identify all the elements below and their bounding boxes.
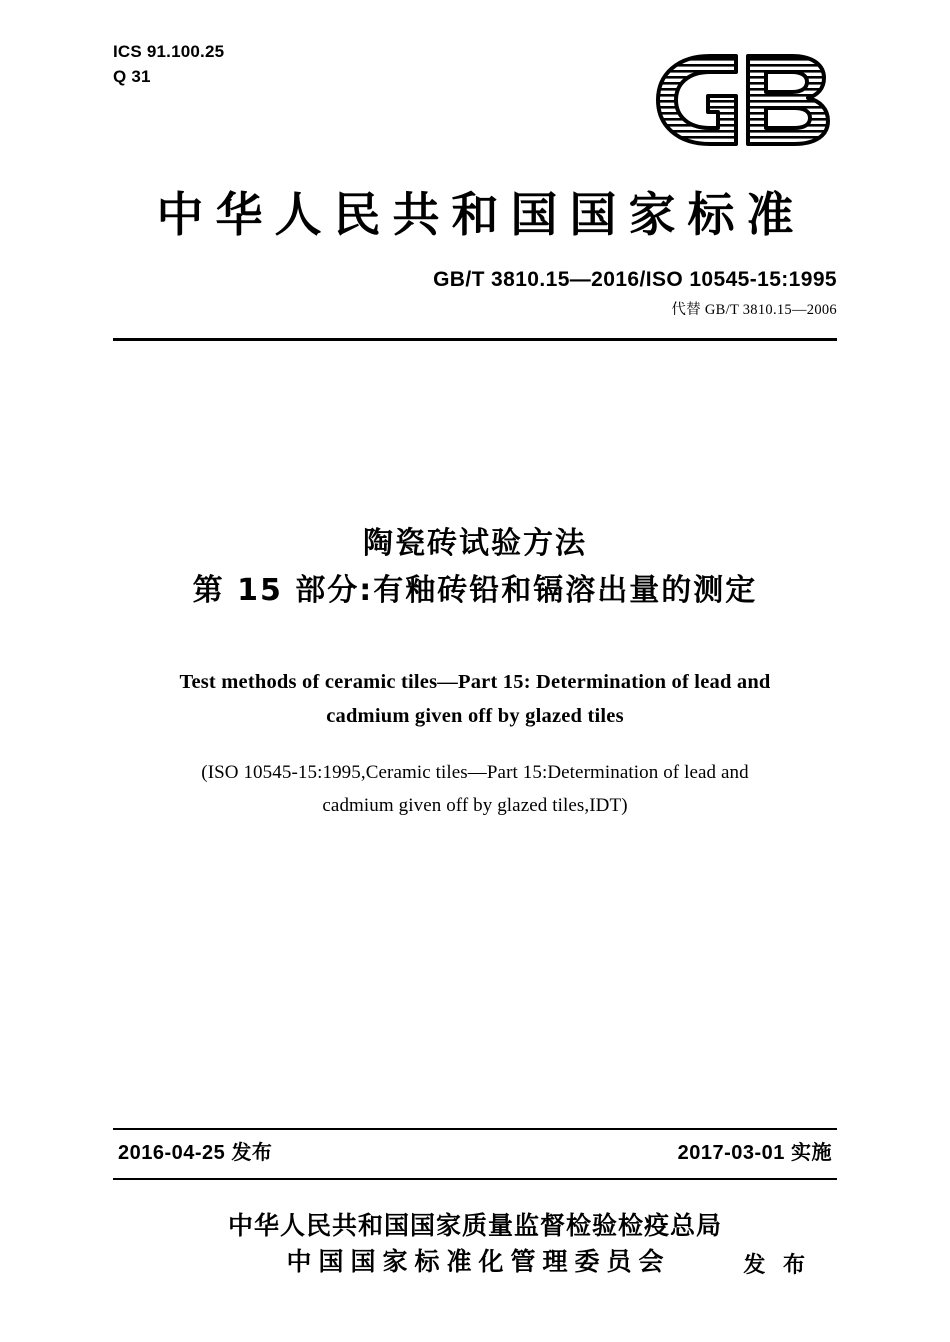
gb-logo-icon: [652, 52, 842, 148]
document-title-en-line2: cadmium given off by glazed tiles: [326, 705, 624, 728]
issue-date-block: [118, 1136, 272, 1165]
document-title-cn-line2: 第 15 部分:有釉砖铅和镉溶出量的测定: [192, 573, 758, 609]
issuer-line-2: 中国国家标准化管理委员会: [286, 1247, 671, 1277]
issue-word: 发 布: [743, 1252, 810, 1278]
replaces-note: 代替 GB/T 3810.15—2006: [671, 302, 837, 318]
ics-code: ICS 91.100.25: [113, 42, 225, 61]
document-title-en-line1: Test methods of ceramic tiles—Part 15: Determination of lead and: [179, 671, 771, 693]
issue-date-label: 发布: [231, 1140, 273, 1164]
footer-divider-bottom: [113, 1178, 837, 1180]
iso-note-line2: cadmium given off by glazed tiles,IDT): [322, 794, 628, 816]
ics-block: [113, 40, 224, 89]
footer-divider-top: [113, 1128, 837, 1130]
issuer-line-1: 中华人民共和国国家质量监督检验检疫总局: [227, 1211, 722, 1240]
document-title-cn-line1: 陶瓷砖试验方法: [363, 526, 587, 561]
national-standard-title: 中华人民共和国国家标准: [156, 188, 806, 243]
implementation-date-label: 实施: [791, 1140, 832, 1164]
document-title-en: [150, 665, 800, 734]
header-divider: [113, 338, 837, 341]
classification-code: Q 31: [113, 66, 151, 86]
document-title-cn: [0, 520, 950, 615]
implementation-date: 2017-03-01: [677, 1142, 785, 1164]
iso-note-line1: (ISO 10545-15:1995,Ceramic tiles—Part 15:Determination of lead and: [201, 762, 749, 783]
iso-equivalence-note: [120, 757, 830, 822]
issuing-organizations: [0, 1208, 950, 1281]
standard-number: GB/T 3810.15—2016/ISO 10545-15:1995: [433, 268, 837, 291]
issue-date: 2016-04-25: [118, 1142, 226, 1164]
implementation-date-block: [678, 1136, 832, 1165]
